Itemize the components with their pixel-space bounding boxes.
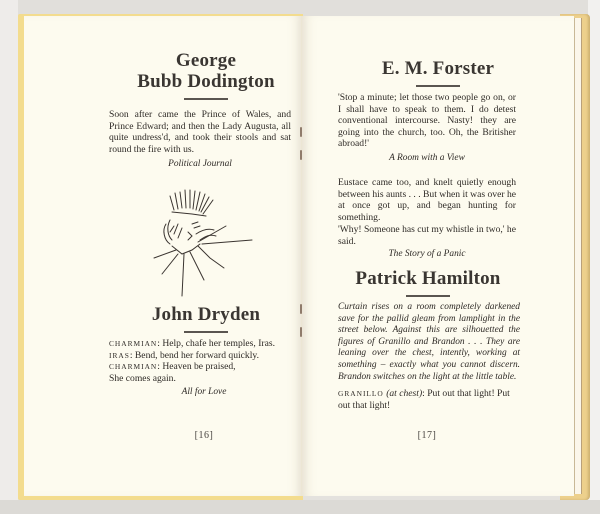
line-text: : Help, chafe her temples, Iras. — [157, 338, 275, 349]
dialogue-line — [109, 338, 299, 350]
speaker: IRAS — [109, 350, 130, 360]
thistle-illustration-icon — [148, 184, 258, 314]
stage-direction: Curtain rises on a room completely darkened save for the pallid gleam from lamplight in the street below. Against this are silhouetted the figures of Granillo and Brandon . . . They are leaning over the chest, intently, working at something – exactly what you cannot discern. Brandon switches on the light at the little table. — [338, 302, 520, 382]
left-page — [24, 16, 302, 496]
quote-text: 'Why! Someone has cut my whistle in two,' he said. — [338, 224, 516, 247]
speaker: GRANILLO — [338, 389, 384, 398]
quote-text: Eustace came too, and knelt quietly enough between his aunts . . . But when it was over he at once got up, and began hunting for something. — [338, 177, 516, 223]
quote-text: 'Stop a minute; let those two people go on, or I shall have to speak to them. I do detest conventional intercourse. Nasty! they are going into the church, too. Oh, the Britisher abroad!' — [338, 92, 516, 150]
heading-rule — [184, 98, 228, 100]
author-heading: Patrick Hamilton — [355, 268, 501, 289]
author-heading — [116, 50, 296, 92]
dialogue — [109, 338, 299, 384]
line-text: She comes again. — [109, 372, 176, 384]
dialogue-line — [338, 388, 520, 411]
page-number: [17] — [417, 430, 437, 441]
speaker: CHARMIAN — [109, 339, 158, 348]
section-forster — [348, 58, 528, 87]
heading-rule — [184, 331, 228, 333]
quote-source: All for Love — [181, 387, 227, 397]
section-hamilton — [338, 268, 518, 297]
quote-source: The Story of a Panic — [388, 249, 466, 259]
section-dryden — [116, 304, 296, 333]
heading-rule — [416, 85, 460, 87]
page-edges — [574, 18, 582, 494]
dialogue-line — [109, 373, 299, 385]
speaker-direction: (at chest) — [386, 388, 423, 399]
author-name-line1: George — [175, 50, 237, 71]
page-number: [16] — [194, 430, 214, 441]
background-left — [0, 0, 18, 514]
background-bottom — [0, 500, 600, 514]
dialogue-line — [109, 361, 299, 373]
dialogue-line — [109, 350, 299, 362]
line-text: : Heaven be praised, — [157, 361, 236, 373]
speaker: CHARMIAN — [109, 362, 158, 372]
quote-text: Soon after came the Prince of Wales, and Prince Edward; and then the Lady Augusta, all quite undress'd, and took their stools and sat round the fire with us. — [109, 109, 291, 155]
author-heading: John Dryden — [151, 304, 261, 325]
author-heading: E. M. Forster — [381, 58, 495, 79]
heading-rule — [406, 295, 450, 297]
quote-source: Political Journal — [168, 159, 232, 169]
right-page — [302, 16, 574, 496]
line-text: : Put out that light! Put out that light! — [338, 388, 510, 411]
line-text: : Bend, bend her forward quickly. — [129, 349, 259, 361]
open-book — [18, 14, 590, 500]
quote-source: A Room with a View — [389, 153, 465, 163]
section-dodington — [116, 50, 296, 100]
author-name-line2: Bubb Dodington — [137, 71, 275, 92]
